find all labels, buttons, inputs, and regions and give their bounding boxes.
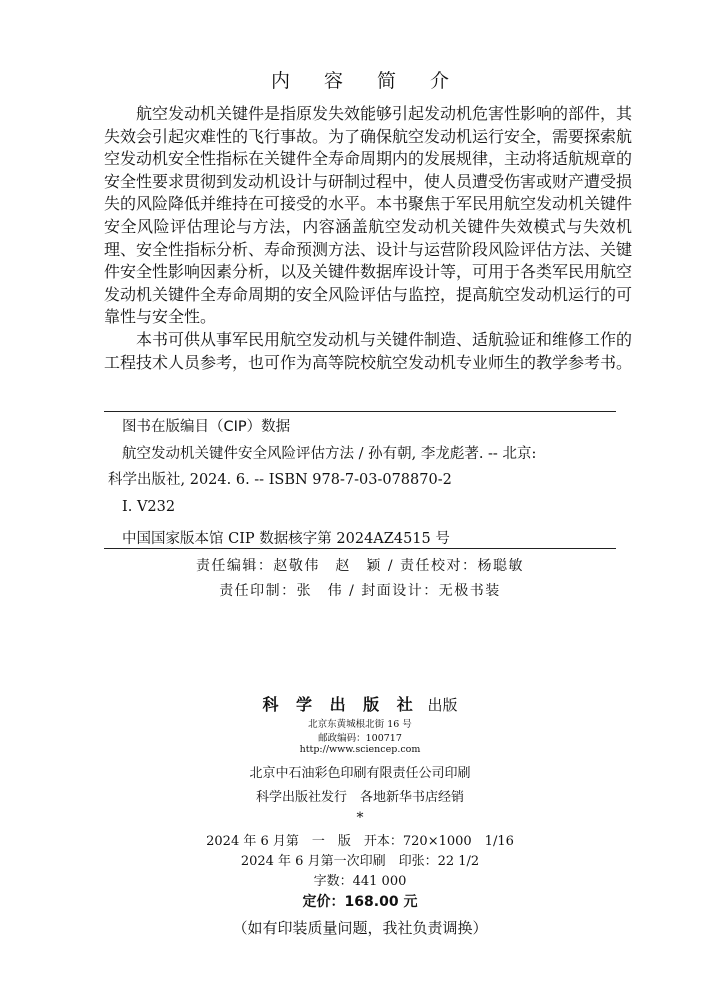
editor-credits: 责任编辑：赵敬伟 赵 颖 / 责任校对：杨聪敏 bbox=[195, 558, 525, 574]
cip-record-number: 中国国家版本馆 CIP 数据核字第 2024AZ4515 号 bbox=[122, 531, 450, 547]
price: 定价：168.00 元 bbox=[302, 894, 418, 910]
content-summary bbox=[104, 103, 632, 374]
cip-classification: Ⅰ. V232 bbox=[122, 499, 176, 515]
cip-title-line: 航空发动机关键件安全风险评估方法 / 孙有朝, 李龙彪著. -- 北京: bbox=[122, 446, 537, 462]
printer-line: 北京中石油彩色印刷有限责任公司印刷 bbox=[249, 766, 471, 781]
separator-asterisk: * bbox=[356, 810, 364, 826]
publisher-website: http://www.sciencep.com bbox=[299, 744, 421, 755]
quality-notice: （如有印装质量问题，我社负责调换） bbox=[232, 919, 488, 937]
summary-paragraph-2: 本书可供从事军民用航空发动机与关键件制造、适航验证和维修工作的工程技术人员参考，也可作为高等院校航空发动机专业师生的教学参考书。 bbox=[104, 329, 633, 372]
publisher-postcode: 邮政编码：100717 bbox=[318, 733, 402, 744]
edition-line-1: 2024 年 6 月第 一 版 开本：720×1000 1/16 bbox=[206, 834, 514, 849]
page-title: 内 容 简 介 bbox=[270, 70, 464, 92]
publisher-logo-text: 科 学 出 版 社 bbox=[262, 695, 419, 714]
distribution-line: 科学出版社发行 各地新华书店经销 bbox=[255, 790, 464, 805]
cip-top-rule bbox=[104, 411, 616, 412]
edition-line-2: 2024 年 6 月第一次印刷 印张：22 1/2 bbox=[240, 854, 480, 869]
publisher-suffix: 出版 bbox=[427, 696, 458, 714]
cip-heading: 图书在版编目（CIP）数据 bbox=[122, 419, 291, 435]
summary-paragraph-1: 航空发动机关键件是指原发失效能够引起发动机危害性影响的部件，其失效会引起灾难性的飞行事故。为了确保航空发动机运行安全，需要探索航空发动机安全性指标在关键件全寿命周期内的发展规律，主动将适航规章的安全性要求贯彻到发动机设计与研制过程中，使人员遭受伤害或财产遭受损失的风险降低并维持在可接受的水平。本书聚焦于军民用航空发动机关键件安全风险评估理论与方法，内容涵盖航空发动机关键件失效模式与失效机理、安全性指标分析、寿命预测方法、设计与运营阶段风险评估方法、关键件安全性影响因素分析，以及关键件数据库设计等，可用于各类军民用航空发动机关键件全寿命周期的安全风险评估与监控，提高航空发动机运行的可靠性与安全性。 bbox=[104, 104, 633, 327]
cip-bottom-rule bbox=[104, 548, 616, 549]
word-count: 字数：441 000 bbox=[313, 874, 407, 889]
cip-publisher-line: 科学出版社, 2024. 6. -- ISBN 978-7-03-078870-2 bbox=[108, 472, 452, 488]
publisher-line bbox=[0, 692, 720, 715]
publisher-address: 北京东黄城根北街 16 号 bbox=[308, 719, 412, 730]
production-credits: 责任印制：张 伟 / 封面设计：无极书装 bbox=[219, 583, 501, 599]
